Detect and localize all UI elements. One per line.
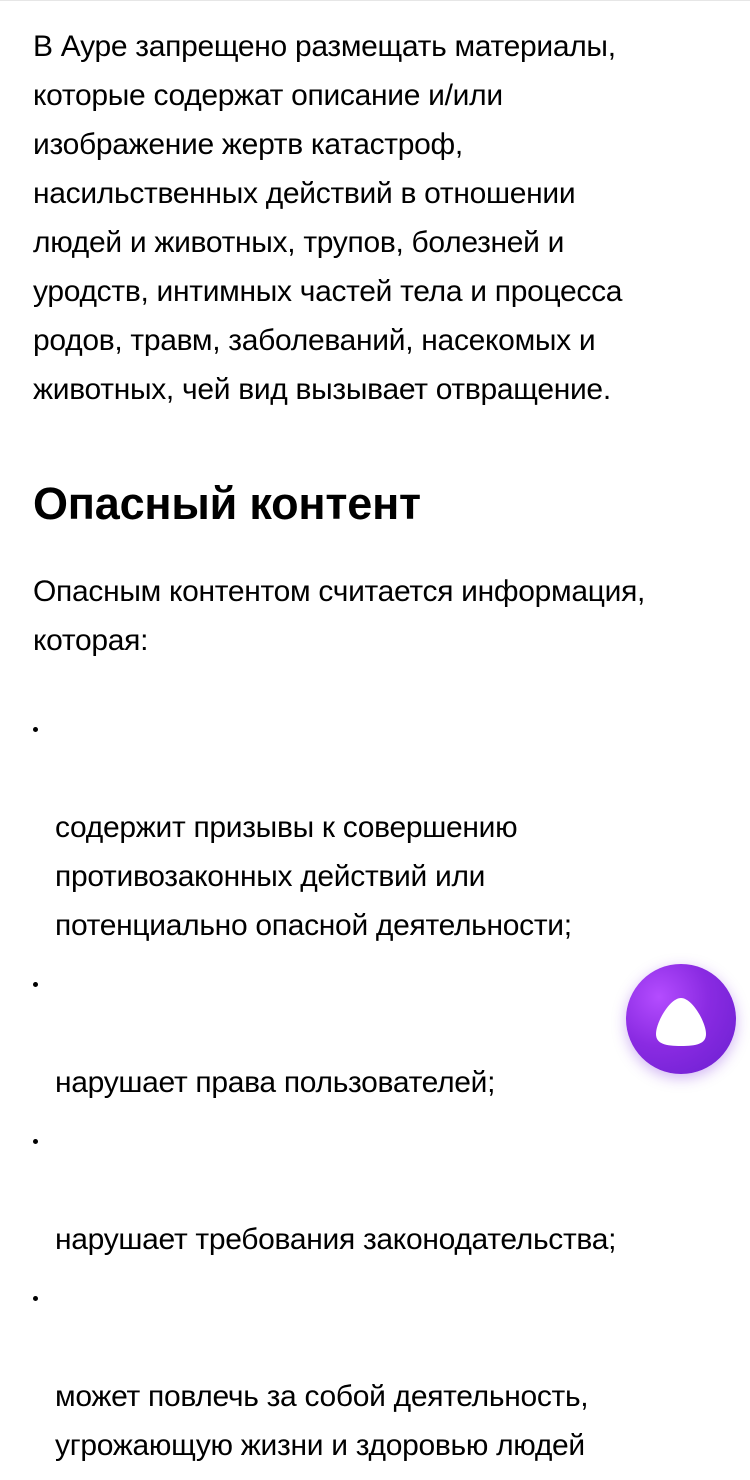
dangerous-content-list xyxy=(33,705,723,1470)
bullet-icon xyxy=(33,1296,38,1301)
bullet-icon xyxy=(33,727,38,732)
section-title: Опасный контент xyxy=(33,478,421,529)
list-item-text: нарушает права пользователей; xyxy=(55,1066,496,1099)
list-item xyxy=(33,1274,723,1470)
alice-assistant-icon xyxy=(626,964,736,1074)
list-item-text: может повлечь за собой деятельность, угрожающую жизни и здоровью людей xyxy=(55,1380,589,1462)
list-item xyxy=(33,705,723,950)
alice-assistant-button[interactable] xyxy=(626,964,736,1074)
section-intro: Опасным контентом считается информация, которая: xyxy=(33,575,646,657)
article-content xyxy=(33,22,723,1480)
bullet-icon xyxy=(33,1139,38,1144)
top-divider xyxy=(0,0,750,1)
list-item xyxy=(33,1117,723,1264)
list-item-text: нарушает требования законодательства; xyxy=(55,1223,617,1256)
bullet-icon xyxy=(33,982,38,987)
list-item xyxy=(33,960,723,1107)
list-item-text: содержит призывы к совершению противозаконных действий или потенциально опасной деятельности; xyxy=(55,811,572,942)
restriction-paragraph: В Ауре запрещено размещать материалы, которые содержат описание и/или изображение жертв катастроф, насильственных действий в отношении людей и животных, трупов, болезней и уродств, интимных частей тела и процесса родов, травм, заболеваний, насекомых и животных, чей вид вызывает отвращение. xyxy=(33,30,623,406)
